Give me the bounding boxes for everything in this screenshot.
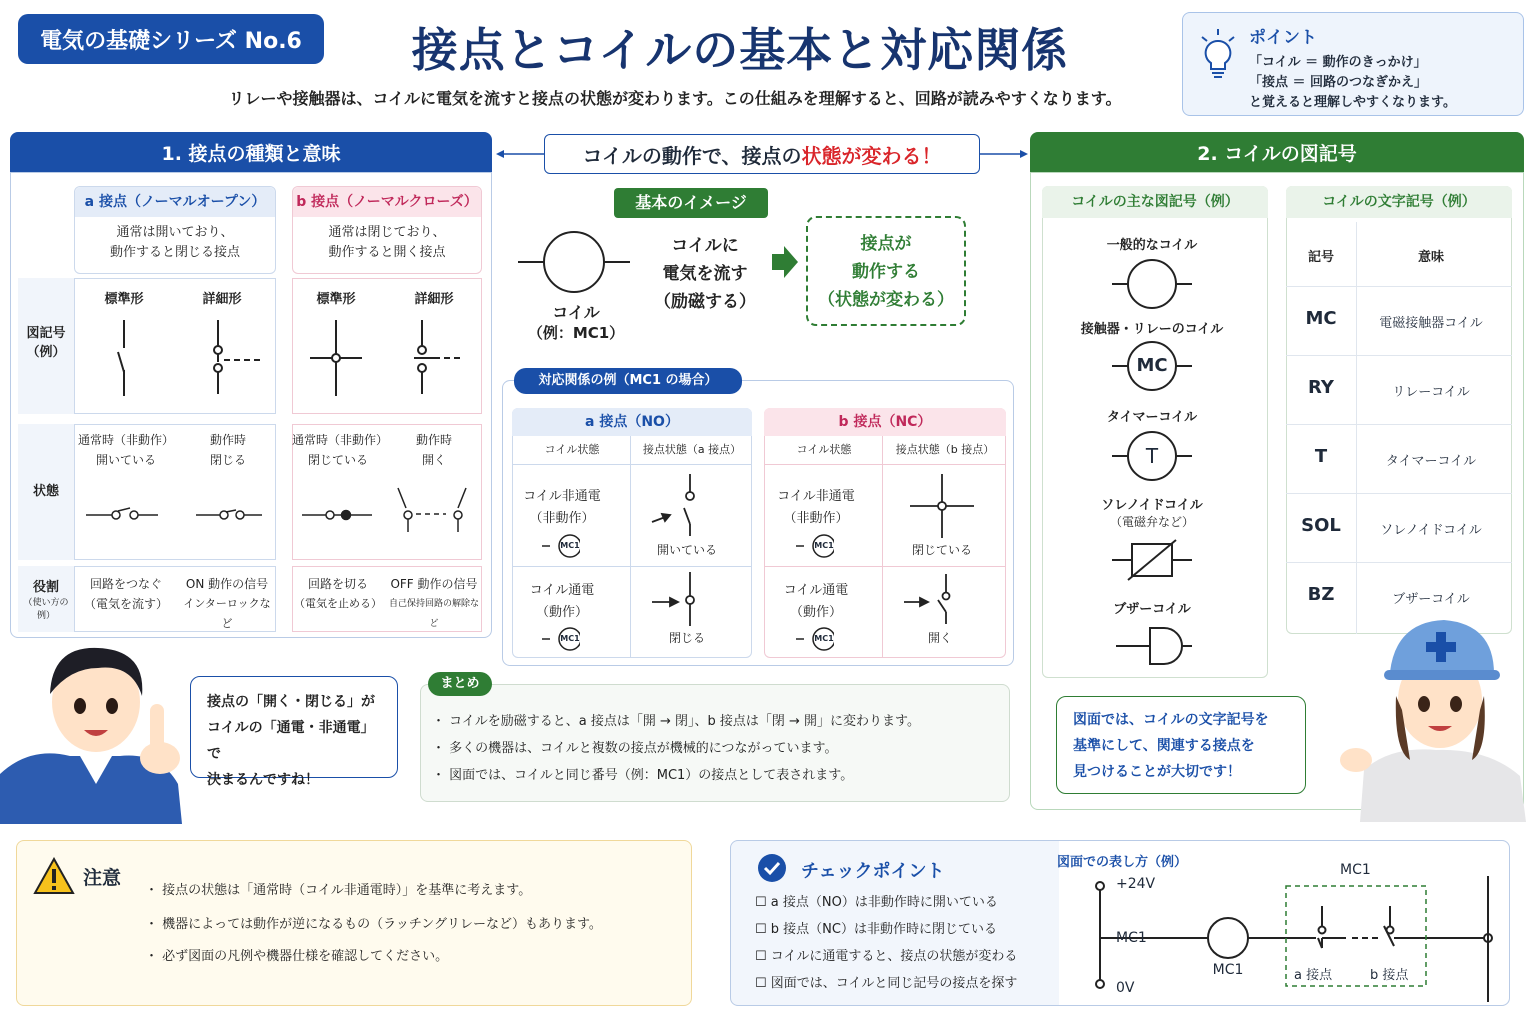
nc-header: b 接点（NC）	[764, 408, 1006, 436]
check-circle-icon	[757, 853, 787, 883]
point-title: ポイント	[1249, 28, 1317, 48]
page-title: 接点とコイルの基本と対応関係	[411, 23, 1069, 77]
b-active-symbol	[398, 488, 466, 532]
ladder-mc1-top: MC1	[1340, 862, 1371, 878]
caution-panel	[16, 840, 692, 1006]
no-contact-state-header: 接点状態（a 接点）	[642, 443, 742, 456]
b-active-line1: 動作時	[415, 433, 452, 447]
caution-title: 注意	[83, 867, 122, 889]
b-detail-symbol	[414, 320, 464, 394]
row-label-state: 状態	[18, 424, 74, 560]
a-active-symbol	[196, 510, 262, 519]
b-normal-symbol	[302, 511, 372, 520]
codes-row-divider	[1286, 355, 1512, 356]
section1-header: 1. 接点の種類と意味	[10, 132, 492, 172]
timer-coil-label: タイマーコイル	[1106, 410, 1198, 425]
flow-line3: （励磁する）	[654, 292, 756, 312]
a-role2-line1: ON 動作の信号	[185, 577, 269, 591]
caution-item-2: ・ 機器によっては動作が逆になるもの（ラッチングリレーなど）もあります。	[145, 917, 602, 932]
a-normal-symbol	[86, 508, 158, 519]
codes-row-divider	[1286, 493, 1512, 494]
coil-code: RY	[1308, 377, 1334, 398]
b-normal-line1: 通常時（非動作）	[292, 433, 389, 447]
b-active-line2: 開く	[421, 453, 446, 467]
result-line1: 接点が	[860, 234, 912, 254]
summary-item-2: ・ 多くの機器は、コイルと複数の接点が機械的につながっています。	[432, 741, 838, 756]
nc-off-line2: （非動作）	[783, 511, 849, 526]
no-mc1-on: MC1	[560, 634, 580, 643]
a-role-1	[78, 574, 174, 614]
nc-divider-v	[882, 436, 883, 658]
nc-opens-label: 開く	[927, 631, 952, 645]
b-contact-desc-1: 通常は閉じており、	[328, 225, 446, 240]
b-role2-line2: 自己保持回路の解除など	[388, 599, 479, 629]
section2-header: 2. コイルの図記号	[1030, 132, 1524, 172]
left-bubble-line2: コイルの「通電・非通電」で	[207, 720, 375, 762]
b-standard-label: 標準形	[316, 292, 356, 307]
no-coil-state-header: コイル状態	[544, 443, 600, 456]
no-off-state	[512, 486, 612, 530]
no-mc1-off: MC1	[560, 541, 580, 550]
coil-codes-header: コイルの文字記号（例）	[1286, 186, 1512, 218]
buzzer-coil-label: ブザーコイル	[1113, 602, 1191, 617]
a-normal-line2: 開いている	[95, 453, 156, 467]
coil-code-meaning: ブザーコイル	[1392, 592, 1470, 607]
nc-coil-state-header: コイル状態	[796, 443, 852, 456]
summary-item-1: ・ コイルを励磁すると、a 接点は「開 → 閉」、b 接点は「閉 → 開」に変わります。	[432, 714, 921, 729]
nc-on-line1: コイル通電	[783, 583, 849, 598]
right-bubble-line2: 基準にして、関連する接点を	[1073, 738, 1255, 754]
a-normal-line1: 通常時（非動作）	[78, 433, 175, 447]
general-coil-label: 一般的なコイル	[1106, 238, 1198, 253]
left-bubble-line3: 決まるんですね！	[207, 772, 319, 788]
b-normal-line2: 閉じている	[307, 453, 368, 467]
a-standard-label: 標準形	[104, 292, 144, 307]
a-role2-line2: インターロックなど	[183, 597, 271, 630]
b-role2-line1: OFF 動作の信号	[390, 577, 478, 591]
b-role-1	[292, 574, 384, 614]
no-on-line1: コイル通電	[529, 583, 595, 598]
summary-item-3: ・ 図面では、コイルと同じ番号（例：MC1）の接点として表されます。	[432, 768, 854, 783]
solenoid-coil-label: ソレノイドコイル	[1101, 498, 1203, 513]
row-label-symbol	[18, 278, 74, 414]
left-speech-bubble	[190, 676, 398, 788]
ladder-a-contact-label: a 接点	[1294, 968, 1333, 983]
center-banner	[544, 134, 980, 174]
example-label: 対応関係の例（MC1 の場合）	[514, 368, 742, 394]
row-role-line1: 役割	[32, 580, 59, 595]
nc-closed-label: 閉じている	[911, 543, 972, 557]
ladder-24v-label: +24V	[1116, 876, 1156, 892]
a-standard-symbol	[118, 320, 124, 396]
codes-col-meaning: 意味	[1417, 250, 1444, 265]
codes-row-divider	[1286, 424, 1512, 425]
banner-highlight: 状態が変わる！	[801, 143, 942, 168]
relay-coil-mark: MC	[1136, 355, 1168, 376]
a-contact-desc-2: 動作すると閉じる接点	[109, 245, 240, 260]
warning-icon	[33, 857, 75, 895]
lightbulb-icon	[1197, 27, 1239, 83]
no-off-line2: （非動作）	[529, 511, 595, 526]
coil-code: SOL	[1301, 515, 1341, 536]
basic-image-label: 基本のイメージ	[614, 188, 768, 218]
nc-divider-1	[764, 464, 1006, 465]
flow-line1: コイルに	[671, 236, 739, 256]
a-role1-line2: （電気を流す）	[83, 597, 168, 611]
ladder-0v-label: 0V	[1116, 980, 1135, 996]
coil-code: BZ	[1307, 584, 1335, 605]
a-contact-desc-1: 通常は開いており、	[116, 225, 234, 240]
result-line2: 動作する	[852, 262, 920, 282]
codes-col-code: 記号	[1307, 250, 1334, 265]
ladder-coil-label: MC1	[1212, 962, 1244, 978]
buzzer-coil-symbol	[1150, 628, 1182, 664]
ladder-b-contact-label: b 接点	[1370, 968, 1409, 983]
check-item-4[interactable]: ☐ 図面では、コイルと同じ記号の接点を探す	[755, 976, 1018, 991]
no-close-label: 閉じる	[668, 631, 705, 645]
a-active-line1: 動作時	[209, 433, 246, 447]
b-contact-card	[292, 186, 482, 274]
coil-example: （例：MC1）	[527, 324, 625, 342]
check-item-1[interactable]: ☐ a 接点（NO）は非動作時に開いている	[755, 895, 998, 910]
no-on-line2: （動作）	[535, 605, 588, 620]
arrow-right-icon	[772, 246, 798, 278]
coil-code-meaning: 電磁接触器コイル	[1379, 316, 1483, 331]
coil-code: MC	[1305, 308, 1337, 329]
coil-label: コイル	[552, 303, 600, 322]
series-badge: 電気の基礎シリーズ No.6	[18, 14, 324, 64]
point-box	[1182, 12, 1524, 116]
a-role1-line1: 回路をつなぐ	[89, 577, 162, 591]
page-subtitle: リレーや接触器は、コイルに電気を流すと接点の状態が変わります。この仕組みを理解すると、回路が読みやすくなります。	[228, 89, 1122, 108]
nc-off-state	[766, 486, 866, 530]
no-divider-1	[512, 464, 752, 465]
nc-contact-state-header: 接点状態（b 接点）	[895, 443, 995, 456]
female-worker-illustration	[1340, 600, 1536, 822]
no-header: a 接点（NO）	[512, 408, 752, 436]
male-worker-illustration	[0, 634, 190, 824]
flow-line2: 電気を流す	[662, 264, 748, 284]
summary-label: まとめ	[428, 672, 492, 696]
a-detail-symbol	[214, 320, 260, 394]
a-contact-card	[74, 186, 276, 274]
right-bubble-line1: 図面では、コイルの文字記号を	[1073, 712, 1269, 728]
no-off-line1: コイル非通電	[523, 489, 601, 504]
timer-coil-mark: T	[1145, 444, 1159, 468]
point-line-1: 「コイル ＝ 動作のきっかけ」	[1249, 55, 1427, 70]
a-role-2	[178, 574, 276, 634]
coil-code-meaning: リレーコイル	[1392, 385, 1470, 400]
coil-code: T	[1314, 446, 1328, 467]
flow-text	[646, 232, 764, 316]
point-line-2: 「接点 ＝ 回路のつなぎかえ」	[1249, 75, 1428, 90]
ladder-coil-symbol	[1208, 918, 1248, 958]
ladder-mc1-left: MC1	[1116, 930, 1147, 946]
b-role1-line2: （電気を止める）	[294, 597, 382, 610]
contact-symbols	[74, 310, 482, 410]
left-bubble-line1: 接点の「開く・閉じる」が	[207, 694, 375, 710]
b-contact-desc-2: 動作すると開く接点	[328, 245, 446, 260]
relay-coil-label: 接触器・リレーのコイル	[1080, 322, 1224, 337]
a-active-state	[180, 430, 276, 470]
result-box	[806, 216, 966, 326]
a-contact-header: a 接点（ノーマルオープン）	[75, 187, 275, 217]
b-active-state	[388, 430, 480, 470]
caution-item-3: ・ 必ず図面の凡例や機器仕様を確認してください。	[145, 949, 449, 964]
general-coil-symbol	[1128, 260, 1176, 308]
row-role-line2: （使い方の例）	[23, 598, 69, 621]
b-contact-header: b 接点（ノーマルクローズ）	[293, 187, 481, 217]
check-item-2[interactable]: ☐ b 接点（NC）は非動作時に閉じている	[755, 922, 997, 937]
checkpoint-title: チェックポイント	[801, 861, 945, 882]
coil-code-meaning: タイマーコイル	[1385, 454, 1477, 469]
b-detail-label: 詳細形	[414, 292, 454, 307]
point-line-3: と覚えると理解しやすくなります。	[1249, 95, 1456, 110]
no-divider-v	[630, 436, 631, 658]
b-role1-line1: 回路を切る	[307, 577, 368, 591]
coil-symbols-header: コイルの主な図記号（例）	[1042, 186, 1268, 218]
b-role-2	[386, 574, 482, 634]
nc-mc1-on: MC1	[814, 634, 834, 643]
drawing-example-title: 図面での表し方（例）	[1057, 855, 1188, 870]
row-symbol-line1: 図記号	[26, 326, 66, 341]
codes-row-divider	[1286, 562, 1512, 563]
row-label-role	[18, 566, 74, 632]
caution-item-1: ・ 接点の状態は「通常時（コイル非通電時）」を基準に考えます。	[145, 883, 532, 898]
a-detail-label: 詳細形	[202, 292, 242, 307]
a-normal-state	[78, 430, 174, 470]
solenoid-coil-sub: （電磁弁など）	[1109, 515, 1194, 529]
result-line3: （状態が変わる）	[818, 290, 954, 310]
codes-row-divider	[1286, 286, 1512, 287]
right-speech-bubble	[1056, 696, 1306, 794]
b-normal-state	[292, 430, 389, 470]
state-symbols	[74, 480, 482, 540]
a-active-line2: 閉じる	[209, 453, 246, 467]
nc-on-line2: （動作）	[789, 605, 842, 620]
right-bubble-line3: 見つけることが大切です！	[1073, 764, 1241, 780]
row-symbol-line2: （例）	[26, 345, 66, 360]
no-open-label: 開いている	[656, 543, 717, 557]
codes-divider-v	[1356, 222, 1357, 634]
check-item-3[interactable]: ☐ コイルに通電すると、接点の状態が変わる	[755, 949, 1018, 964]
banner-text: コイルの動作で、接点の	[582, 143, 802, 168]
nc-mc1-off: MC1	[814, 541, 834, 550]
b-standard-symbol	[310, 320, 362, 396]
coil-circle	[544, 232, 604, 292]
nc-off-line1: コイル非通電	[777, 489, 855, 504]
coil-code-meaning: ソレノイドコイル	[1380, 523, 1482, 538]
